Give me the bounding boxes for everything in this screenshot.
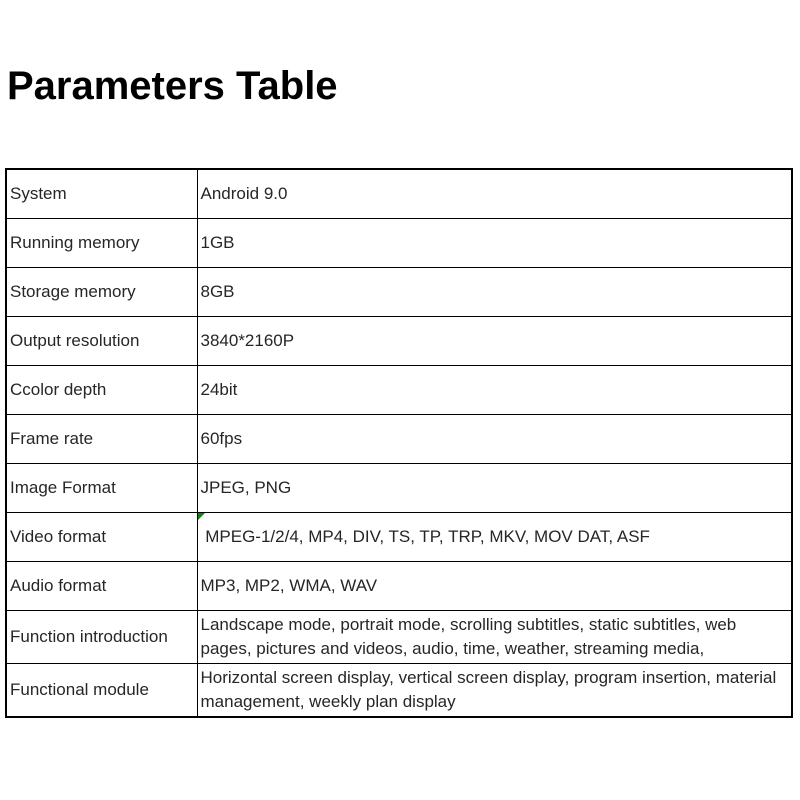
- parameter-value-text: 24bit: [200, 379, 238, 399]
- table-row: [6, 218, 792, 267]
- table-row: [6, 267, 792, 316]
- parameter-label: Functional module: [6, 663, 197, 717]
- parameters-table-body: [6, 169, 792, 717]
- parameter-value: [197, 561, 792, 610]
- parameter-label: Audio format: [6, 561, 197, 610]
- parameter-value-text: 60fps: [200, 428, 243, 448]
- parameter-value-text: Landscape mode, portrait mode, scrolling subtitles, static subtitles, web pages, pictures and videos, audio, time, weather, streaming media,: [200, 614, 741, 658]
- parameter-value: [197, 512, 792, 561]
- table-row: [6, 463, 792, 512]
- parameter-value: [197, 267, 792, 316]
- parameter-value: [197, 414, 792, 463]
- table-row: [6, 316, 792, 365]
- parameter-value-text: 3840*2160P: [200, 330, 295, 350]
- parameter-value: [197, 463, 792, 512]
- cell-corner-marker-icon: [198, 513, 205, 520]
- table-row: [6, 414, 792, 463]
- parameter-value-text: MP3, MP2, WMA, WAV: [200, 575, 378, 595]
- parameter-value: [197, 663, 792, 717]
- parameter-label: Ccolor depth: [6, 365, 197, 414]
- page-title: Parameters Table: [7, 64, 338, 108]
- parameter-value-text: MPEG-1/2/4, MP4, DIV, TS, TP, TRP, MKV, MOV DAT, ASF: [200, 526, 650, 546]
- parameters-table: [5, 168, 793, 718]
- parameter-label: Storage memory: [6, 267, 197, 316]
- parameter-value: [197, 365, 792, 414]
- table-row: [6, 365, 792, 414]
- parameter-value-text: JPEG, PNG: [200, 477, 292, 497]
- table-row: [6, 610, 792, 663]
- parameter-value-text: 1GB: [200, 232, 235, 252]
- parameter-value-text: Horizontal screen display, vertical screen display, program insertion, material management, weekly plan display: [200, 667, 781, 711]
- parameter-label: Output resolution: [6, 316, 197, 365]
- table-row: [6, 561, 792, 610]
- parameter-value: [197, 610, 792, 663]
- table-row: [6, 663, 792, 717]
- parameter-value-text: 8GB: [200, 281, 235, 301]
- parameter-value-text: Android 9.0: [200, 183, 288, 203]
- table-row: [6, 512, 792, 561]
- parameter-label: Image Format: [6, 463, 197, 512]
- parameter-value: [197, 169, 792, 218]
- parameter-label: Video format: [6, 512, 197, 561]
- parameter-label: System: [6, 169, 197, 218]
- parameter-value: [197, 218, 792, 267]
- table-row: [6, 169, 792, 218]
- parameter-label: Function introduction: [6, 610, 197, 663]
- parameter-label: Running memory: [6, 218, 197, 267]
- parameter-label: Frame rate: [6, 414, 197, 463]
- parameter-value: [197, 316, 792, 365]
